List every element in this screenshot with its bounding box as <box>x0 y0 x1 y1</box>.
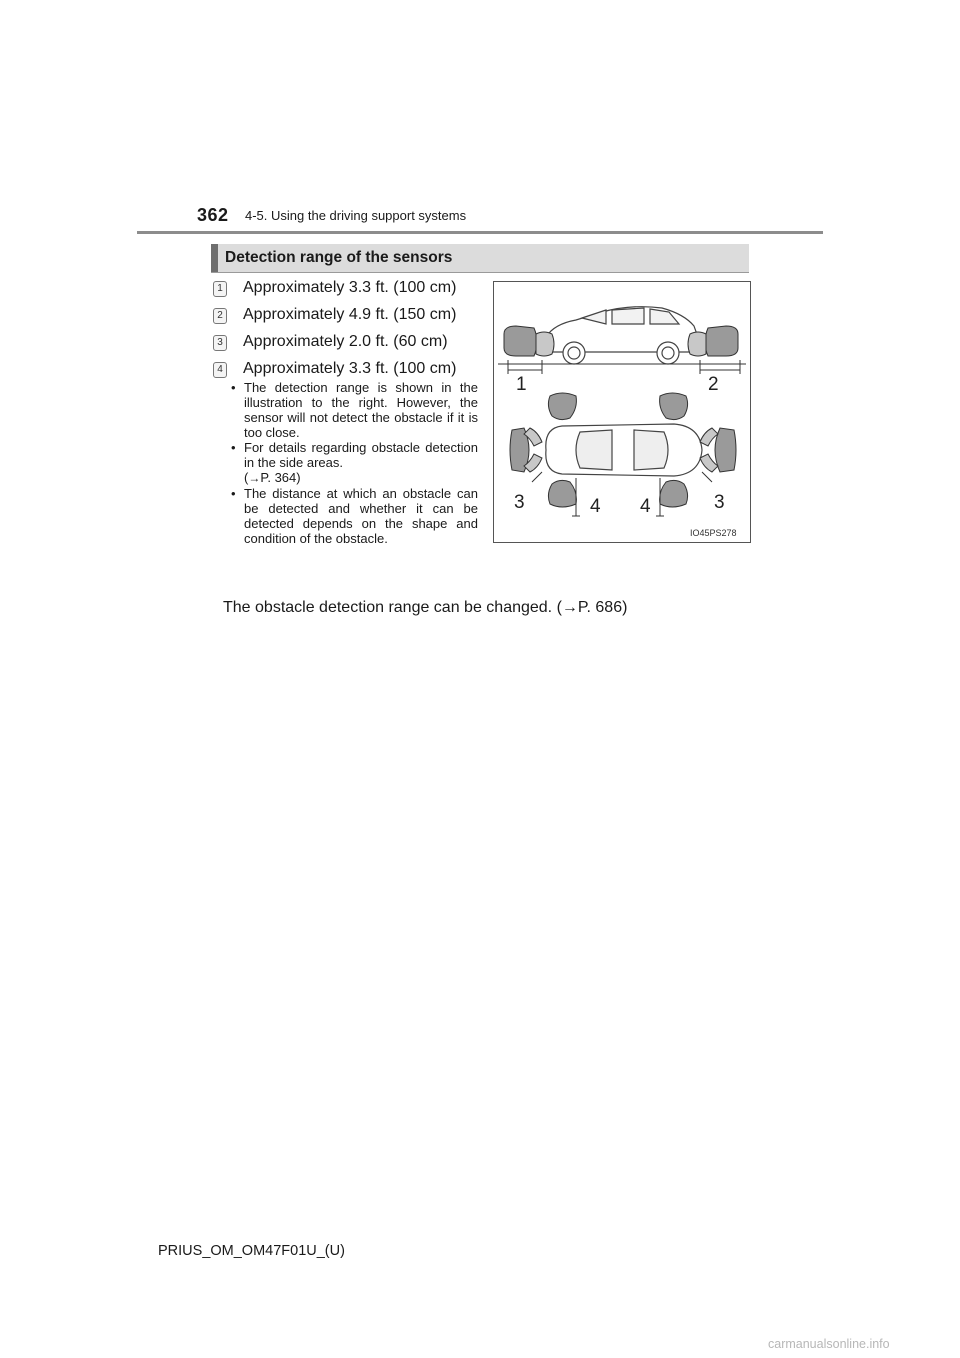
header-divider <box>137 231 823 234</box>
watermark: carmanualsonline.info <box>768 1337 890 1351</box>
document-id: PRIUS_OM_OM47F01U_(U) <box>158 1243 345 1259</box>
note-text: The detection range is shown in the illustration to the right. However, the sensor will not detect the obstacle if it is too close. <box>244 380 478 440</box>
page-number: 362 <box>197 205 229 225</box>
callout-4: 4 <box>590 496 601 517</box>
callout-4: 4 <box>640 496 651 517</box>
range-arrows <box>498 360 746 374</box>
note-item: • For details regarding obstacle detection in the side areas. (→P. 364) <box>231 440 478 485</box>
section-title: Detection range of the sensors <box>225 249 453 266</box>
callout-badge: 4 <box>213 362 227 378</box>
bullet: • <box>231 380 236 395</box>
range-text: Approximately 3.3 ft. (100 cm) <box>243 360 457 377</box>
callout-1: 1 <box>516 374 527 395</box>
note-text: The obstacle detection range can be changed. ( <box>223 599 562 616</box>
car-top-view <box>546 424 702 476</box>
title-accent <box>211 244 218 272</box>
figure-code: IO45PS278 <box>690 528 737 538</box>
callout-3: 3 <box>714 492 725 513</box>
note-item <box>231 380 478 440</box>
bullet: • <box>231 486 236 501</box>
callout-3: 3 <box>514 492 525 513</box>
note-text: The distance at which an obstacle can be detected and whether it can be detected depends on the shape and condition of the obstacle. <box>244 486 478 546</box>
range-change-note <box>223 599 627 617</box>
notes-list <box>231 380 478 546</box>
arrow-icon: → <box>561 599 578 616</box>
section-title-bar <box>211 244 749 273</box>
callout-badge: 1 <box>213 281 227 297</box>
callout-badge: 2 <box>213 308 227 324</box>
bullet: • <box>231 440 236 455</box>
section-heading: 4-5. Using the driving support systems <box>245 208 467 223</box>
cross-reference-link[interactable]: P. 686) <box>577 599 628 616</box>
range-text: Approximately 2.0 ft. (60 cm) <box>243 333 448 350</box>
range-text: Approximately 4.9 ft. (150 cm) <box>243 306 457 323</box>
note-item <box>231 486 478 546</box>
range-text: Approximately 3.3 ft. (100 cm) <box>243 279 457 296</box>
cross-reference-link[interactable]: P. 364 <box>260 470 297 485</box>
callout-2: 2 <box>708 374 719 395</box>
callout-badge: 3 <box>213 335 227 351</box>
car-side-view <box>542 307 699 364</box>
sensor-range-illustration <box>493 281 751 543</box>
arrow-icon: → <box>248 471 261 485</box>
sensor-diagram <box>494 282 750 542</box>
note-text: For details regarding obstacle detection in the side areas. <box>244 440 478 470</box>
